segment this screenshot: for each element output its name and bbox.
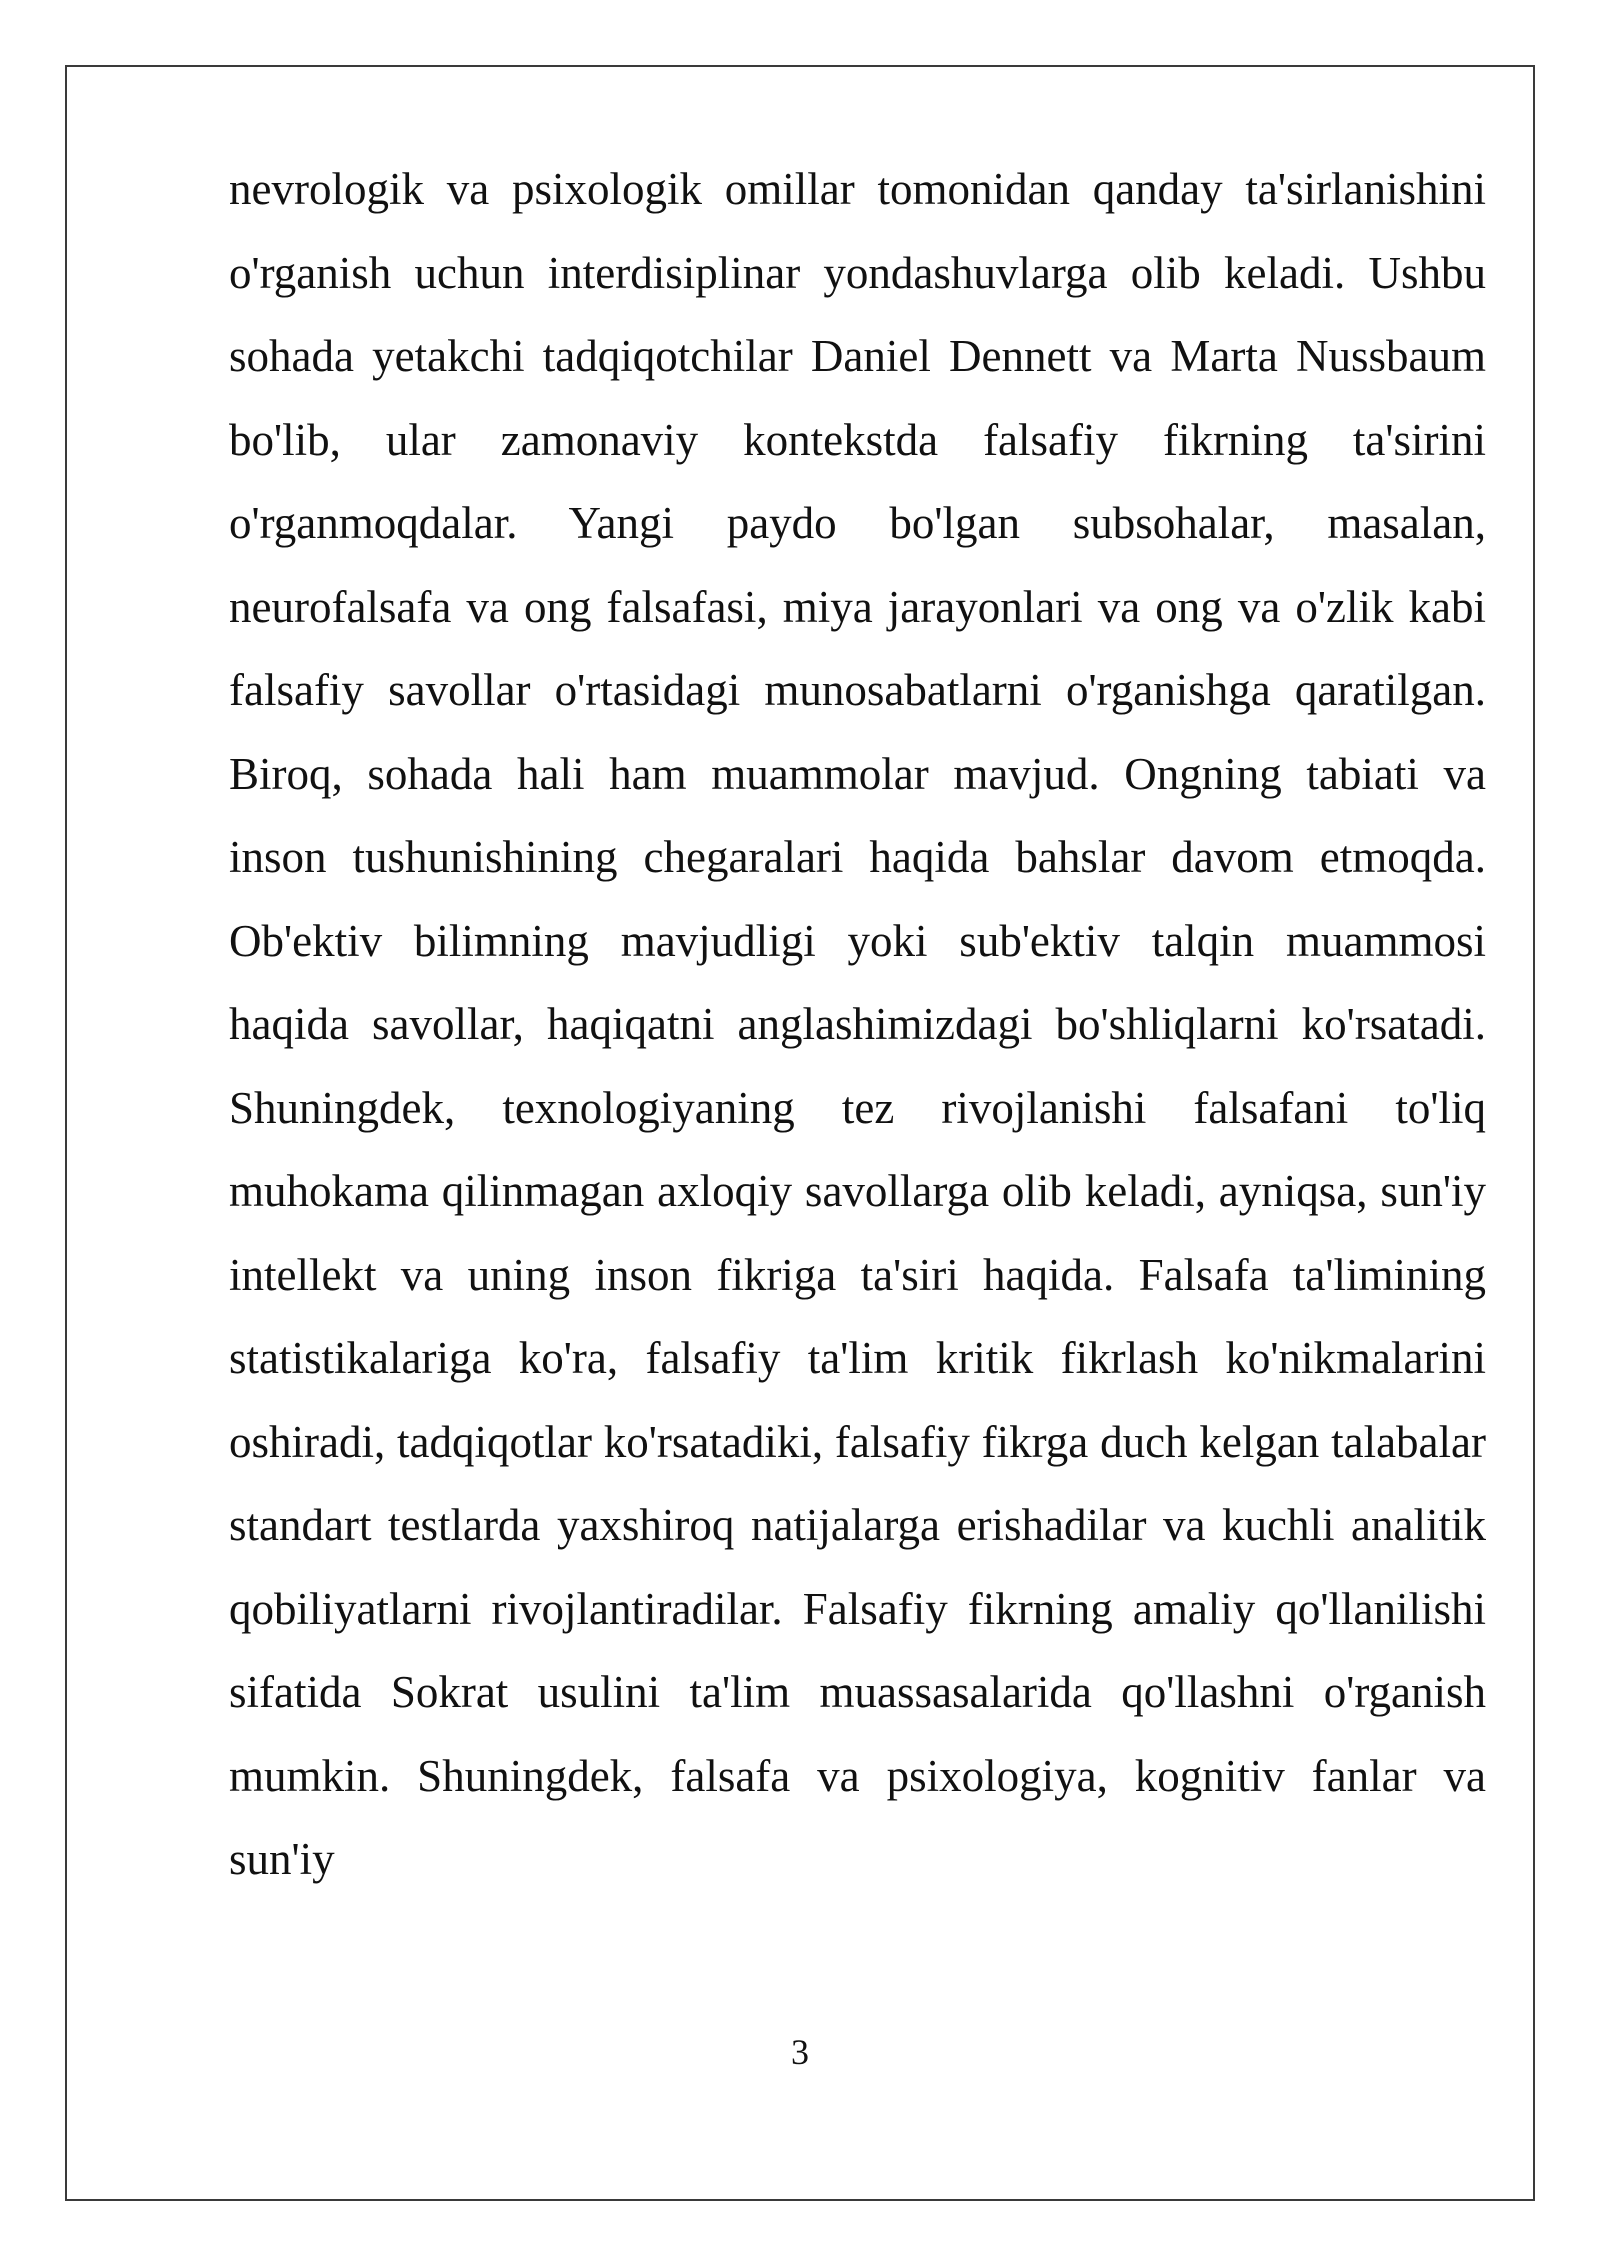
body-text — [229, 148, 1486, 1902]
paragraph-1: nevrologik va psixologik omillar tomonidan qanday ta'sirlanishini o'rganish uchun interdisiplinar yondashuvlarga olib keladi. Ushbu sohada yetakchi tadqiqotchilar Daniel Dennett va Marta Nussbaum bo'lib, ular zamonaviy kontekstda falsafiy fikrning ta'sirini o'rganmoqdalar. Yangi paydo bo'lgan subsohalar, masalan, neurofalsafa va ong falsafasi, miya jarayonlari va ong va o'zlik kabi falsafiy savollar o'rtasidagi munosabatlarni o'rganishga qaratilgan. — [229, 164, 1486, 715]
paragraph-2: Biroq, sohada hali ham muammolar mavjud. Ongning tabiati va inson tushunishining chegaralari haqida bahslar davom etmoqda. Ob'ektiv bilimning mavjudligi yoki sub'ektiv talqin muammosi haqida savollar, haqiqatni anglashimizdagi bo'shliqlarni ko'rsatadi. Shuningdek, texnologiyaning tez rivojlanishi falsafani to'liq muhokama qilinmagan axloqiy savollarga olib keladi, ayniqsa, sun'iy intellekt va uning inson fikriga ta'siri haqida. Falsafa ta'limining statistikalariga ko'ra, falsafiy ta'lim kritik fikrlash ko'nikmalarini oshiradi, tadqiqotlar ko'rsatadiki, falsafiy fikrga duch kelgan talabalar standart testlarda yaxshiroq natijalarga erishadilar va kuchli analitik qobiliyatlarni rivojlantiradilar. Falsafiy fikrning amaliy qo'llanilishi sifatida Sokrat usulini ta'lim muassasalarida qo'llashni o'rganish mumkin. Shuningdek, falsafa va psixologiya, kognitiv fanlar va sun'iy — [229, 748, 1486, 1884]
page-number: 3 — [791, 2032, 809, 2072]
